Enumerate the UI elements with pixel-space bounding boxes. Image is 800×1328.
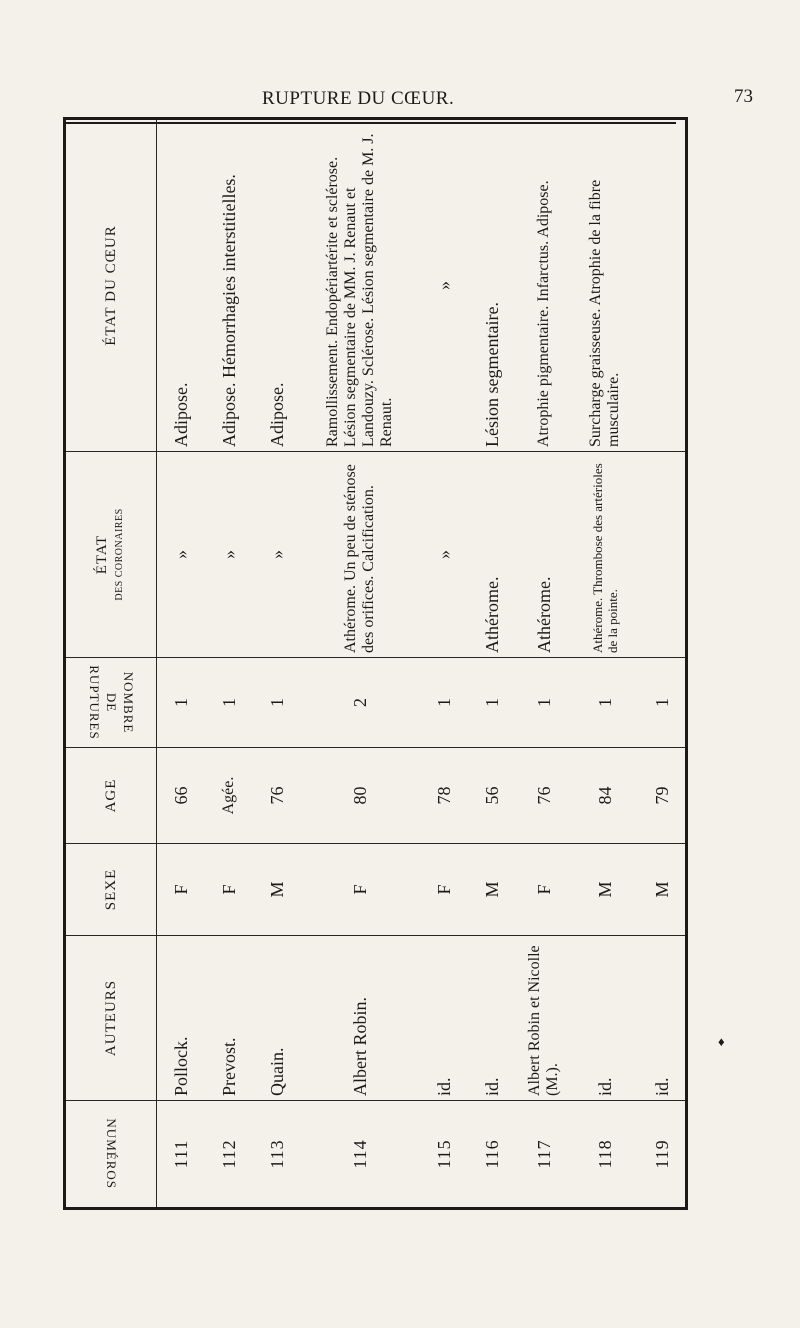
row-num: 112 bbox=[205, 1101, 253, 1209]
table-row bbox=[157, 119, 205, 1209]
row-age: 78 bbox=[419, 748, 467, 844]
running-head: RUPTURE DU CŒUR. bbox=[262, 88, 455, 109]
row-coronaires: Athérome. bbox=[468, 452, 516, 658]
row-sexe: M bbox=[468, 844, 516, 936]
table-row bbox=[468, 119, 516, 1209]
row-etat-coeur bbox=[638, 119, 686, 452]
row-coronaires: » bbox=[157, 452, 205, 658]
row-age: 56 bbox=[468, 748, 516, 844]
row-nombre: 1 bbox=[572, 658, 638, 748]
row-etat-coeur: Adipose. bbox=[157, 119, 205, 452]
row-auteur: id. bbox=[572, 936, 638, 1101]
row-coronaires: Athérome. Un peu de sténose des orifices. Calcification. bbox=[301, 452, 419, 658]
row-num: 113 bbox=[253, 1101, 301, 1209]
table-row bbox=[572, 119, 638, 1209]
row-sexe: F bbox=[205, 844, 253, 936]
row-auteur: id. bbox=[638, 936, 686, 1101]
row-age: 79 bbox=[638, 748, 686, 844]
row-nombre: 1 bbox=[253, 658, 301, 748]
row-etat-coeur: Surcharge graisseuse. Atrophie de la fibre musculaire. bbox=[572, 119, 638, 452]
row-auteur: Albert Robin. bbox=[301, 936, 419, 1101]
row-etat-coeur: Adipose. Hémorrhagies interstitielles. bbox=[205, 119, 253, 452]
row-coronaires bbox=[638, 452, 686, 658]
row-sexe: M bbox=[638, 844, 686, 936]
row-sexe: F bbox=[419, 844, 467, 936]
row-num: 115 bbox=[419, 1101, 467, 1209]
row-coronaires: » bbox=[419, 452, 467, 658]
header-numeros: NUMÉROS bbox=[65, 1101, 157, 1209]
row-coronaires: Athérome. Thrombose des artérioles de la pointe. bbox=[572, 452, 638, 658]
table-row bbox=[516, 119, 572, 1209]
header-coronaires-main: ÉTAT bbox=[94, 534, 110, 575]
table-row bbox=[419, 119, 467, 1209]
row-auteur: id. bbox=[419, 936, 467, 1101]
header-sexe: SEXE bbox=[65, 844, 157, 936]
row-nombre: 1 bbox=[638, 658, 686, 748]
row-nombre: 1 bbox=[205, 658, 253, 748]
row-num: 116 bbox=[468, 1101, 516, 1209]
row-sexe: F bbox=[157, 844, 205, 936]
page-number: 73 bbox=[734, 86, 753, 107]
row-age: 76 bbox=[253, 748, 301, 844]
table-row bbox=[205, 119, 253, 1209]
row-etat-coeur: Adipose. bbox=[253, 119, 301, 452]
row-auteur: Pollock. bbox=[157, 936, 205, 1101]
row-age: Agée. bbox=[205, 748, 253, 844]
row-age: 76 bbox=[516, 748, 572, 844]
row-age: 84 bbox=[572, 748, 638, 844]
row-num: 114 bbox=[301, 1101, 419, 1209]
row-etat-coeur: Lésion segmentaire. bbox=[468, 119, 516, 452]
row-sexe: M bbox=[572, 844, 638, 936]
row-auteur: Albert Robin et Nicolle (M.). bbox=[516, 936, 572, 1101]
row-num: 118 bbox=[572, 1101, 638, 1209]
row-coronaires: Athérome. bbox=[516, 452, 572, 658]
rupture-cases-table bbox=[63, 117, 688, 1210]
header-coronaires-sub: DES CORONAIRES bbox=[114, 508, 125, 601]
row-num: 117 bbox=[516, 1101, 572, 1209]
row-etat-coeur: Ramollissement. Endopériartérite et sclérose. Lésion segmentaire de MM. J. Renaut et Landouzy. Sclérose. Lésion segmentaire de M. J. Renaut. bbox=[301, 119, 419, 452]
row-auteur: id. bbox=[468, 936, 516, 1101]
row-sexe: F bbox=[516, 844, 572, 936]
row-auteur: Prevost. bbox=[205, 936, 253, 1101]
header-age: AGE bbox=[65, 748, 157, 844]
header-auteurs: AUTEURS bbox=[65, 936, 157, 1101]
row-auteur: Quain. bbox=[253, 936, 301, 1101]
row-sexe: F bbox=[301, 844, 419, 936]
table-row bbox=[638, 119, 686, 1209]
row-nombre: 1 bbox=[516, 658, 572, 748]
row-coronaires: » bbox=[253, 452, 301, 658]
row-etat-coeur: Atrophie pigmentaire. Infarctus. Adipose. bbox=[516, 119, 572, 452]
row-age: 66 bbox=[157, 748, 205, 844]
header-coronaires bbox=[65, 452, 157, 658]
table-row bbox=[301, 119, 419, 1209]
row-num: 119 bbox=[638, 1101, 686, 1209]
row-nombre: 2 bbox=[301, 658, 419, 748]
rotated-table-container bbox=[63, 120, 688, 1210]
table-row bbox=[253, 119, 301, 1209]
row-coronaires: » bbox=[205, 452, 253, 658]
row-age: 80 bbox=[301, 748, 419, 844]
row-etat-coeur: » bbox=[419, 119, 467, 452]
row-nombre: 1 bbox=[419, 658, 467, 748]
header-etat-coeur: ÉTAT DU CŒUR bbox=[65, 119, 157, 452]
table-header-row bbox=[65, 119, 157, 1209]
row-num: 111 bbox=[157, 1101, 205, 1209]
row-sexe: M bbox=[253, 844, 301, 936]
margin-mark: ♦ bbox=[718, 1034, 725, 1049]
row-nombre: 1 bbox=[157, 658, 205, 748]
row-nombre: 1 bbox=[468, 658, 516, 748]
header-nombre: NOMBRE DE RUPTURES bbox=[65, 658, 157, 748]
